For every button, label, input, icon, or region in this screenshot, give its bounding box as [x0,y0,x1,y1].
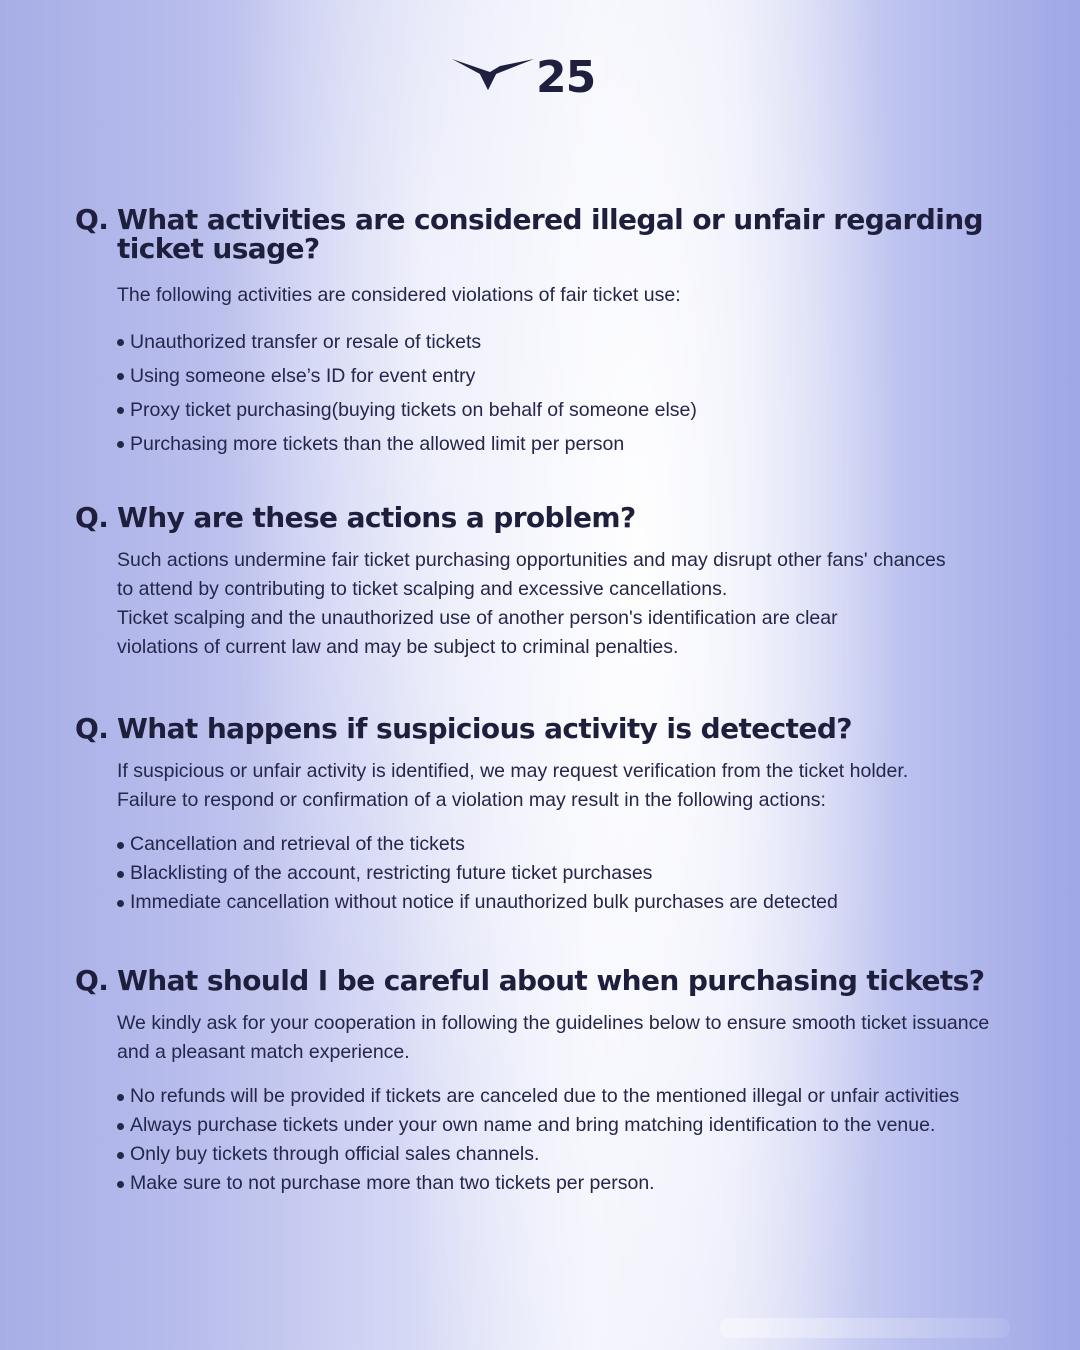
watermark-strip [720,1318,1010,1338]
answer-body [117,1009,1065,1198]
bird-wing-logo-icon [450,52,635,102]
bullet-item: Cancellation and retrieval of the tickets [117,830,1065,859]
answer-line: Ticket scalping and the unauthorized use of another person's identification are clear [117,607,838,629]
answer-line: violations of current law and may be subject to criminal penalties. [117,636,679,658]
question-text: What activities are considered illegal or unfair regarding ticket usage? [117,203,983,265]
answer-line: to attend by contributing to ticket scalping and excessive cancellations. [117,578,728,600]
bullet-item: No refunds will be provided if tickets are canceled due to the mentioned illegal or unfair activities [117,1082,1065,1111]
faq-section-why-problem [75,503,1065,662]
question-heading [75,966,1065,995]
question-prefix: Q. [75,712,109,745]
answer-line: If suspicious or unfair activity is identified, we may request verification from the ticket holder. [117,760,909,782]
question-prefix: Q. [75,964,109,997]
faq-section-illegal-activities [75,205,1065,461]
question-text: What should I be careful about when purchasing tickets? [117,964,985,997]
answer-intro: The following activities are considered violations of fair ticket use: [117,284,681,306]
bullet-item: Immediate cancellation without notice if unauthorized bulk purchases are detected [117,888,1065,917]
question-heading [75,205,1065,263]
answer-body [117,546,1065,662]
answer-body [117,281,1065,461]
answer-line: Such actions undermine fair ticket purchasing opportunities and may disrupt other fans' chances [117,549,946,571]
bullet-item: Purchasing more tickets than the allowed limit per person [117,427,1065,461]
bullet-item: Using someone else’s ID for event entry [117,359,1065,393]
bullet-item: Proxy ticket purchasing(buying tickets on behalf of someone else) [117,393,1065,427]
logo [450,52,635,102]
question-heading [75,714,1065,743]
answer-line: We kindly ask for your cooperation in following the guidelines below to ensure smooth ticket issuance [117,1012,990,1034]
bullet-list [117,1082,1065,1198]
answer-body [117,757,1065,917]
answer-line: Failure to respond or confirmation of a violation may result in the following actions: [117,789,826,811]
bullet-list [117,325,1065,461]
bullet-item: Always purchase tickets under your own name and bring matching identification to the venue. [117,1111,1065,1140]
bullet-item: Blacklisting of the account, restricting future ticket purchases [117,859,1065,888]
question-heading [75,503,1065,532]
bullet-item: Unauthorized transfer or resale of tickets [117,325,1065,359]
bullet-list [117,830,1065,917]
question-text: What happens if suspicious activity is detected? [117,712,852,745]
answer-line: and a pleasant match experience. [117,1041,410,1063]
faq-section-suspicious-activity [75,714,1065,917]
faq-section-purchase-cautions [75,966,1065,1198]
bullet-item: Only buy tickets through official sales channels. [117,1140,1065,1169]
question-text: Why are these actions a problem? [117,501,636,534]
question-prefix: Q. [75,501,109,534]
question-prefix: Q. [75,203,109,236]
logo-text: 25 [536,52,596,102]
bullet-item: Make sure to not purchase more than two tickets per person. [117,1169,1065,1198]
